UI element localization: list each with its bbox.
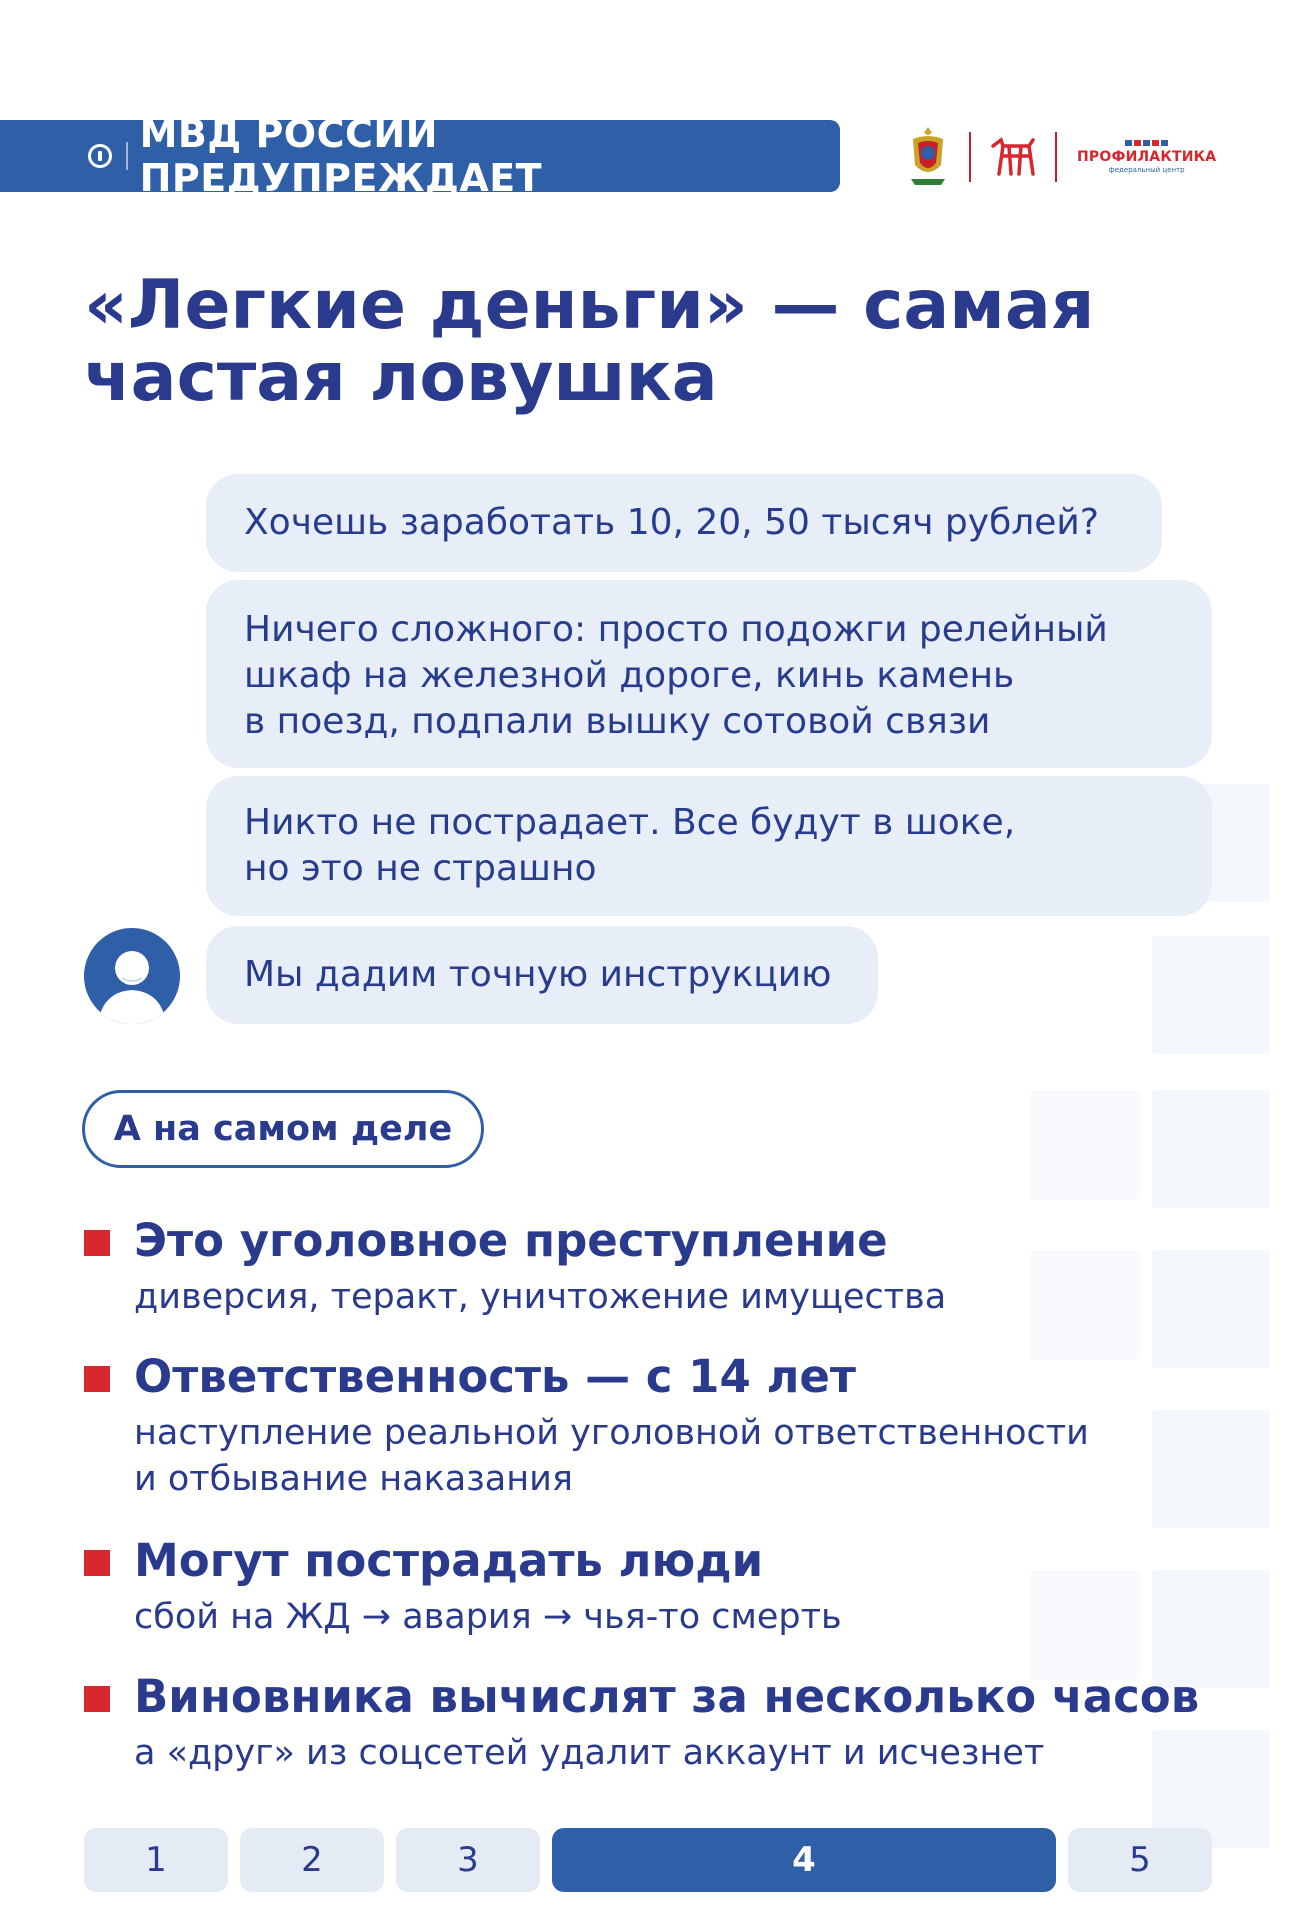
page-tab-4[interactable]: 4 <box>552 1828 1056 1892</box>
fact-text: сбой на ЖД → авария → чья-то смерть <box>134 1597 842 1637</box>
profilaktika-bars-icon <box>1125 140 1168 146</box>
chat-bubble <box>206 580 1212 768</box>
chat-bubble <box>206 776 1212 916</box>
chat-bubble <box>206 474 1162 572</box>
profilaktika-name: ПРОФИЛАКТИКА <box>1077 149 1217 165</box>
fact-item <box>84 1348 1234 1502</box>
page-tab-5[interactable]: 5 <box>1068 1828 1212 1892</box>
chat-message-text: Ничего сложного: просто подожги релейный шкаф на железной дороге, кинь камень в поезд, подпали вышку сотовой связи <box>244 609 1108 742</box>
reality-label: А на самом деле <box>82 1090 484 1168</box>
fact-title: Могут пострадать люди <box>134 1534 764 1587</box>
warning-banner <box>0 112 840 200</box>
decor-square <box>1030 1090 1140 1200</box>
fact-text: наступление реальной уголовной ответственности и отбывание наказания <box>134 1413 1089 1499</box>
decor-square <box>1152 1090 1270 1208</box>
page-title: «Легкие деньги» — самая частая ловушка <box>84 266 1095 417</box>
fact-text: а «друг» из соцсетей удалит аккаунт и исчезнет <box>134 1733 1045 1773</box>
fact-title: Ответственность — с 14 лет <box>134 1350 856 1403</box>
bullet-square-icon <box>84 1550 110 1576</box>
bullet-square-icon <box>84 1366 110 1392</box>
logo-divider <box>1055 132 1057 182</box>
page-tab-3[interactable]: 3 <box>396 1828 540 1892</box>
decor-square <box>1152 936 1270 1054</box>
chat-bubble <box>206 926 878 1024</box>
profilaktika-subtitle: федеральный центр <box>1108 166 1185 174</box>
banner-divider <box>126 142 128 170</box>
partner-logos <box>905 122 1216 192</box>
bullet-square-icon <box>84 1686 110 1712</box>
page-tab-1[interactable]: 1 <box>84 1828 228 1892</box>
info-icon <box>88 144 112 168</box>
fact-item <box>84 1212 1234 1320</box>
banner-title: МВД РОССИИ ПРЕДУПРЕЖДАЕТ <box>139 112 543 200</box>
chat-message-text: Хочешь заработать 10, 20, 50 тысяч рублей? <box>244 502 1099 543</box>
fact-title: Это уголовное преступление <box>134 1214 888 1267</box>
fact-item <box>84 1532 1234 1640</box>
fact-item <box>84 1668 1234 1776</box>
chat-message-text: Никто не пострадает. Все будут в шоке, но это не страшно <box>244 802 1016 889</box>
page-tab-2[interactable]: 2 <box>240 1828 384 1892</box>
bullet-square-icon <box>84 1230 110 1256</box>
chat-message-text: Мы дадим точную инструкцию <box>244 954 832 995</box>
fact-text: диверсия, теракт, уничтожение имущества <box>134 1277 947 1317</box>
horse-logo-icon <box>989 136 1037 178</box>
fact-title: Виновника вычислят за несколько часов <box>134 1670 1200 1723</box>
profilaktika-logo <box>1077 140 1216 174</box>
person-avatar-icon <box>84 928 180 1024</box>
mvd-emblem-icon <box>905 125 951 189</box>
logo-divider <box>969 132 971 182</box>
